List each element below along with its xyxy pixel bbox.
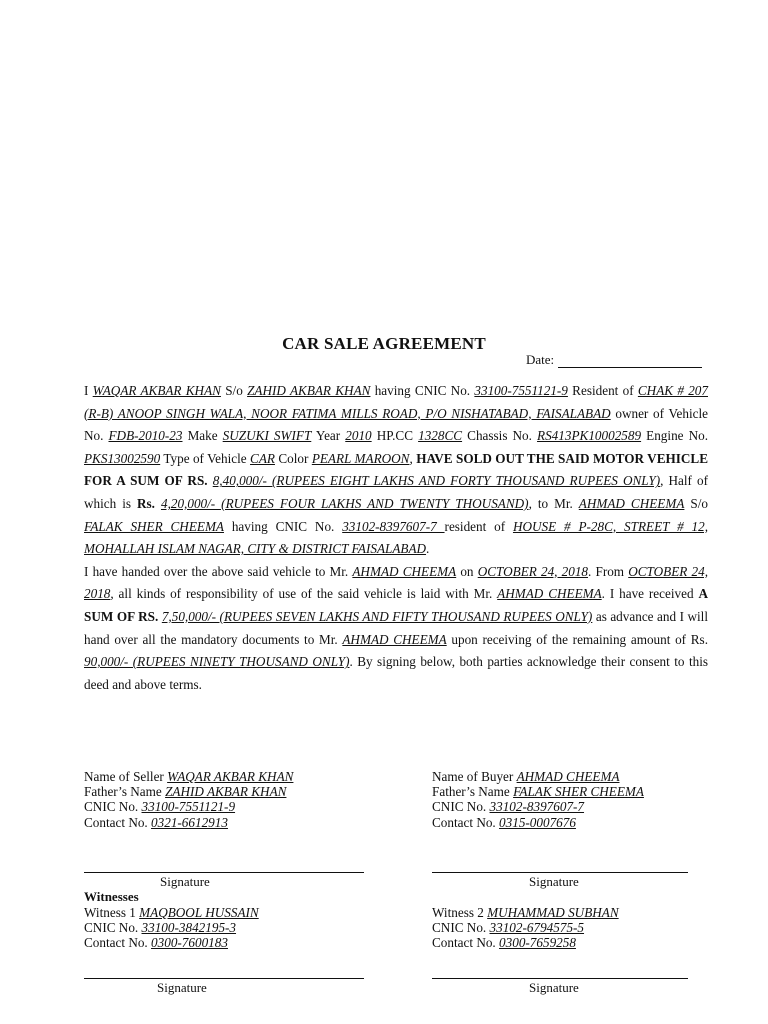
- buyer-signature-label: Signature: [529, 874, 579, 889]
- seller-block-name: WAQAR AKBAR KHAN: [167, 769, 294, 784]
- responsibility-date: OCTOBER 24, 2018: [84, 563, 708, 602]
- seller-address: CHAK # 207 (R-B) ANOOP SINGH WALA, NOOR FATIMA MILLS ROAD, P/O NISHATABAD, FAISALABAD: [84, 383, 708, 421]
- buyer-block-father: FALAK SHER CHEEMA: [513, 784, 644, 800]
- date-label: Date:: [526, 352, 555, 367]
- buyer-signature-line: [432, 872, 688, 873]
- witness-2-cnic: 33102-6794575-5: [489, 920, 585, 936]
- buyer-block-name: AHMAD CHEEMA: [516, 769, 620, 784]
- seller-signature-label: Signature: [160, 874, 210, 889]
- seller-block-father: ZAHID AKBAR KHAN: [165, 784, 287, 800]
- buyer-name-ref-1: AHMAD CHEEMA: [352, 563, 457, 579]
- agreement-paragraph-1: I WAQAR AKBAR KHAN S/o ZAHID AKBAR KHAN having CNIC No. 33100-7551121-9 Resident of CHAK # 207 (R-B) ANOOP SINGH WALA, NOOR FATIMA MILLS ROAD, P/O NISHATABAD, FAISALABAD owner of Vehicle No. FDB-2010-23 Make SUZUKI SWIFT Year 2010 HP.CC 1328CC Chassis No. RS413PK10002589 Engine No. PKS13002590 Type of Vehicle CAR Color PEARL MAROON, HAVE SOLD OUT THE SAID MOTOR VEHICLE FOR A SUM OF RS. 8,40,000/- (RUPEES EIGHT LAKHS AND FORTY THOUSAND RUPEES ONLY), Half of which is Rs. 4,20,000/- (RUPEES FOUR LAKHS AND TWENTY THOUSAND), to Mr. AHMAD CHEEMA S/o FALAK SHER CHEEMA having CNIC No. 33102-8397607-7 resident of HOUSE # P-28C, STREET # 12, MOHALLAH ISLAM NAGAR, CITY & DISTRICT FAISALABAD.: [84, 383, 709, 557]
- witnesses-heading: Witnesses: [84, 889, 139, 904]
- buyer-block-contact: 0315-0007676: [499, 814, 576, 830]
- witness-2-signature-line: [432, 978, 688, 979]
- total-amount: 8,40,000/- (RUPEES EIGHT LAKHS AND FORTY THOUSAND RUPEES ONLY): [212, 473, 661, 489]
- buyer-details: Name of Buyer AHMAD CHEEMA Father’s Name FALAK SHER CHEEMA CNIC No. 33102-8397607-7 Contact No. 0315-0007676: [432, 769, 644, 830]
- sum-statement: A SUM OF RS.: [84, 586, 708, 624]
- remaining-amount: 90,000/- (RUPEES NINETY THOUSAND ONLY): [84, 654, 350, 670]
- witness-1-signature-label: Signature: [157, 980, 207, 995]
- seller-block-cnic: 33100-7551121-9: [141, 799, 236, 815]
- vehicle-year: 2010: [345, 428, 372, 444]
- witness-2-details: Witness 2 MUHAMMAD SUBHAN CNIC No. 33102-6794575-5 Contact No. 0300-7659258: [432, 905, 619, 951]
- seller-father-name: ZAHID AKBAR KHAN: [247, 383, 371, 398]
- chassis-number: RS413PK10002589: [537, 428, 642, 444]
- vehicle-hpcc: 1328CC: [418, 428, 463, 444]
- agreement-body: [84, 380, 708, 696]
- seller-signature-line: [84, 872, 364, 873]
- sold-statement: HAVE SOLD OUT THE SAID MOTOR VEHICLE FOR A SUM OF RS.: [84, 450, 709, 489]
- vehicle-type: CAR: [250, 450, 275, 466]
- buyer-cnic: 33102-8397607-7: [342, 518, 445, 534]
- date-field: [526, 352, 702, 368]
- witness-2-name: MUHAMMAD SUBHAN: [487, 905, 619, 920]
- seller-details: Name of Seller WAQAR AKBAR KHAN Father’s Name ZAHID AKBAR KHAN CNIC No. 33100-7551121-9 Contact No. 0321-6612913: [84, 769, 294, 830]
- witness-1-cnic: 33100-3842195-3: [141, 920, 237, 936]
- seller-name: WAQAR AKBAR KHAN: [92, 383, 221, 398]
- vehicle-color: PEARL MAROON: [311, 450, 410, 466]
- advance-amount: 7,50,000/- (RUPEES SEVEN LAKHS AND FIFTY THOUSAND RUPEES ONLY): [161, 608, 593, 624]
- rs-label: Rs.: [137, 495, 155, 511]
- buyer-name: AHMAD CHEEMA: [578, 495, 685, 511]
- buyer-name-ref-2: AHMAD CHEEMA: [497, 586, 602, 602]
- half-amount: 4,20,000/- (RUPEES FOUR LAKHS AND TWENTY THOUSAND): [160, 495, 529, 511]
- buyer-father-name: FALAK SHER CHEEMA: [84, 518, 224, 534]
- date-blank-line: [558, 355, 702, 368]
- agreement-paragraph-2: I have handed over the above said vehicle to Mr. AHMAD CHEEMA on OCTOBER 24, 2018. From OCTOBER 24, 2018, all kinds of responsibility of use of the said vehicle is laid with Mr. AHMAD CHEEMA. I have received A SUM OF RS. 7,50,000/- (RUPEES SEVEN LAKHS AND FIFTY THOUSAND RUPEES ONLY) as advance and I will hand over all the mandatory documents to Mr. AHMAD CHEEMA upon receiving of the remaining amount of Rs. 90,000/- (RUPEES NINETY THOUSAND ONLY). By signing below, both parties acknowledge their consent to this deed and above terms.: [84, 563, 708, 692]
- witness-1-details: Witness 1 MAQBOOL HUSSAIN CNIC No. 33100-3842195-3 Contact No. 0300-7600183: [84, 905, 259, 951]
- witness-1-contact: 0300-7600183: [151, 935, 228, 951]
- buyer-name-ref-3: AHMAD CHEEMA: [342, 631, 447, 647]
- buyer-address: HOUSE # P-28C, STREET # 12, MOHALLAH ISLAM NAGAR, CITY & DISTRICT FAISALABAD: [84, 518, 708, 557]
- witness-2-signature-label: Signature: [529, 980, 579, 995]
- buyer-block-cnic: 33102-8397607-7: [489, 799, 585, 815]
- witness-1-name: MAQBOOL HUSSAIN: [139, 905, 259, 920]
- document-title: CAR SALE AGREEMENT: [282, 334, 486, 353]
- witness-2-contact: 0300-7659258: [499, 935, 576, 951]
- seller-block-contact: 0321-6612913: [151, 814, 228, 830]
- seller-cnic: 33100-7551121-9: [474, 383, 568, 398]
- witness-1-signature-line: [84, 978, 364, 979]
- engine-number: PKS13002590: [84, 450, 161, 466]
- vehicle-number: FDB-2010-23: [108, 428, 183, 444]
- vehicle-make: SUZUKI SWIFT: [222, 428, 312, 444]
- handover-date: OCTOBER 24, 2018: [477, 563, 589, 579]
